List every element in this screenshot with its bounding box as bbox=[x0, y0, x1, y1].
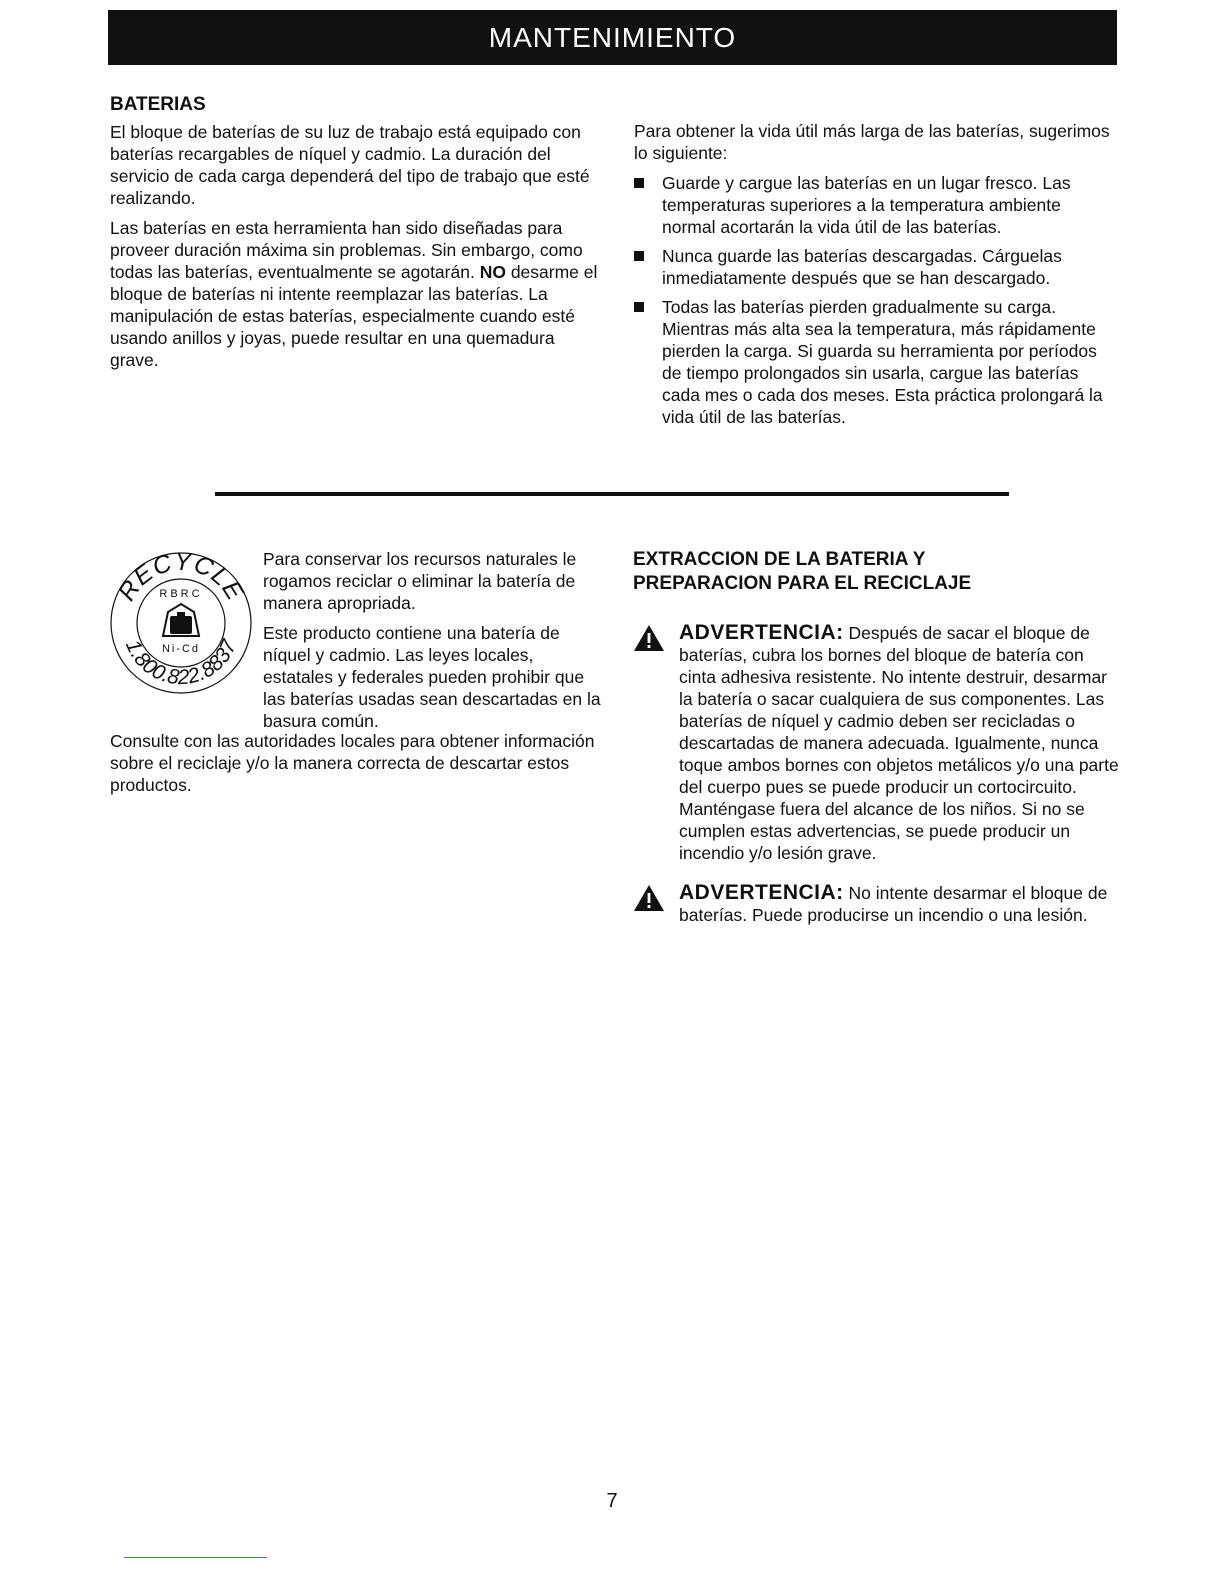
logo-chem-text: Ni-Cd bbox=[161, 643, 201, 655]
warning-text: Después de sacar el bloque de baterías, cubra los bornes del bloque de batería con cinta adhesiva resistente. No intente destruir, desarmar la batería o sacar cualquiera de sus componentes. Las baterías de níquel y cadmio deben ser recicladas o descartadas de manera adecuada. Igualmente, nunca toque ambos bornes con objetos metálicos y/o una parte del cuerpo pues se puede producir un cortocircuito. Manténgase fuera del alcance de los niños. Si no se cumplen estas advertencias, se puede producir un incendio y/o lesión grave. bbox=[679, 623, 1119, 863]
logo-top-text: RECYCLE bbox=[112, 548, 250, 606]
warning-label: ADVERTENCIA: bbox=[679, 881, 844, 904]
bullet-square-icon bbox=[634, 302, 644, 312]
baterias-title: BATERIAS bbox=[110, 94, 206, 115]
baterias-paragraph-1: El bloque de baterías de su luz de trabajo está equipado con baterías recargables de níquel y cadmio. La duración del servicio de cada carga dependerá del tipo de trabajo que esté realizando. bbox=[110, 122, 590, 208]
logo-phone-text: 1.800.822.8837 bbox=[120, 636, 242, 690]
extraccion-section bbox=[633, 548, 1121, 944]
footer-rule bbox=[124, 1557, 267, 1558]
warning-block bbox=[633, 882, 1121, 926]
bullet-square-icon bbox=[634, 251, 644, 261]
section-header bbox=[108, 10, 1117, 65]
recycle-paragraph-2: Este producto contiene una batería de níquel y cadmio. Las leyes locales, estatales y federales pueden prohibir que las baterías usadas sean descartadas en la basura común. bbox=[263, 623, 601, 731]
section-divider bbox=[215, 492, 1009, 496]
baterias-paragraph-2: Las baterías en esta herramienta han sido diseñadas para proveer duración máxima sin problemas. Sin embargo, como todas las baterías, eventualmente se agotarán. NO desarme el bloque de baterías ni intente reemplazar las baterías. La manipulación de estas baterías, especialmente cuando esté usando anillos y joyas, puede resultar en una quemadura grave. bbox=[110, 218, 598, 370]
extraccion-title: EXTRACCION DE LA BATERIA Y PREPARACION PARA EL RECICLAJE bbox=[633, 549, 972, 594]
vida-util-list bbox=[634, 172, 1118, 428]
warning-label: ADVERTENCIA: bbox=[679, 621, 844, 644]
vida-util-intro: Para obtener la vida útil más larga de las baterías, sugerimos lo siguiente: bbox=[634, 121, 1110, 163]
section-title: MANTENIMIENTO bbox=[488, 21, 737, 53]
recycle-text-block-2 bbox=[110, 730, 600, 804]
battery-recycle-icon bbox=[163, 604, 199, 636]
recycle-text-block bbox=[263, 548, 603, 732]
list-item: Todas las baterías pierden gradualmente su carga. Mientras más alta sea la temperatura, más rápidamente pierden la carga. Si guarda su herramienta por períodos de tiempo prolongados sin usarla, cargue las baterías cada mes o cada dos meses. Esta práctica prolongará la vida útil de las baterías. bbox=[634, 296, 1118, 428]
list-item: Guarde y cargue las baterías en un lugar fresco. Las temperaturas superiores a la temperatura ambiente normal acortarán la vida útil de las baterías. bbox=[634, 172, 1118, 238]
page-number: 7 bbox=[606, 1490, 618, 1512]
list-item: Nunca guarde las baterías descargadas. Cárguelas inmediatamente después que se han descargado. bbox=[634, 245, 1118, 289]
warning-triangle-icon bbox=[633, 884, 665, 912]
warning-text: No intente desarmar el bloque de baterías. Puede producirse un incendio o una lesión. bbox=[679, 883, 1108, 925]
logo-org-text: RBRC bbox=[159, 588, 203, 600]
vida-util-section bbox=[634, 120, 1118, 435]
emphasis-no: NO bbox=[479, 262, 506, 282]
recycle-paragraph-3: Consulte con las autoridades locales para obtener información sobre el reciclaje y/o la manera correcta de descartar estos productos. bbox=[110, 731, 595, 795]
warning-block bbox=[633, 622, 1121, 864]
bullet-square-icon bbox=[634, 178, 644, 188]
recycle-paragraph-1: Para conservar los recursos naturales le rogamos reciclar o eliminar la batería de manera apropriada. bbox=[263, 549, 577, 613]
rbrc-recycle-seal-icon bbox=[106, 548, 256, 698]
baterias-section bbox=[110, 93, 600, 379]
warning-triangle-icon bbox=[633, 624, 665, 652]
